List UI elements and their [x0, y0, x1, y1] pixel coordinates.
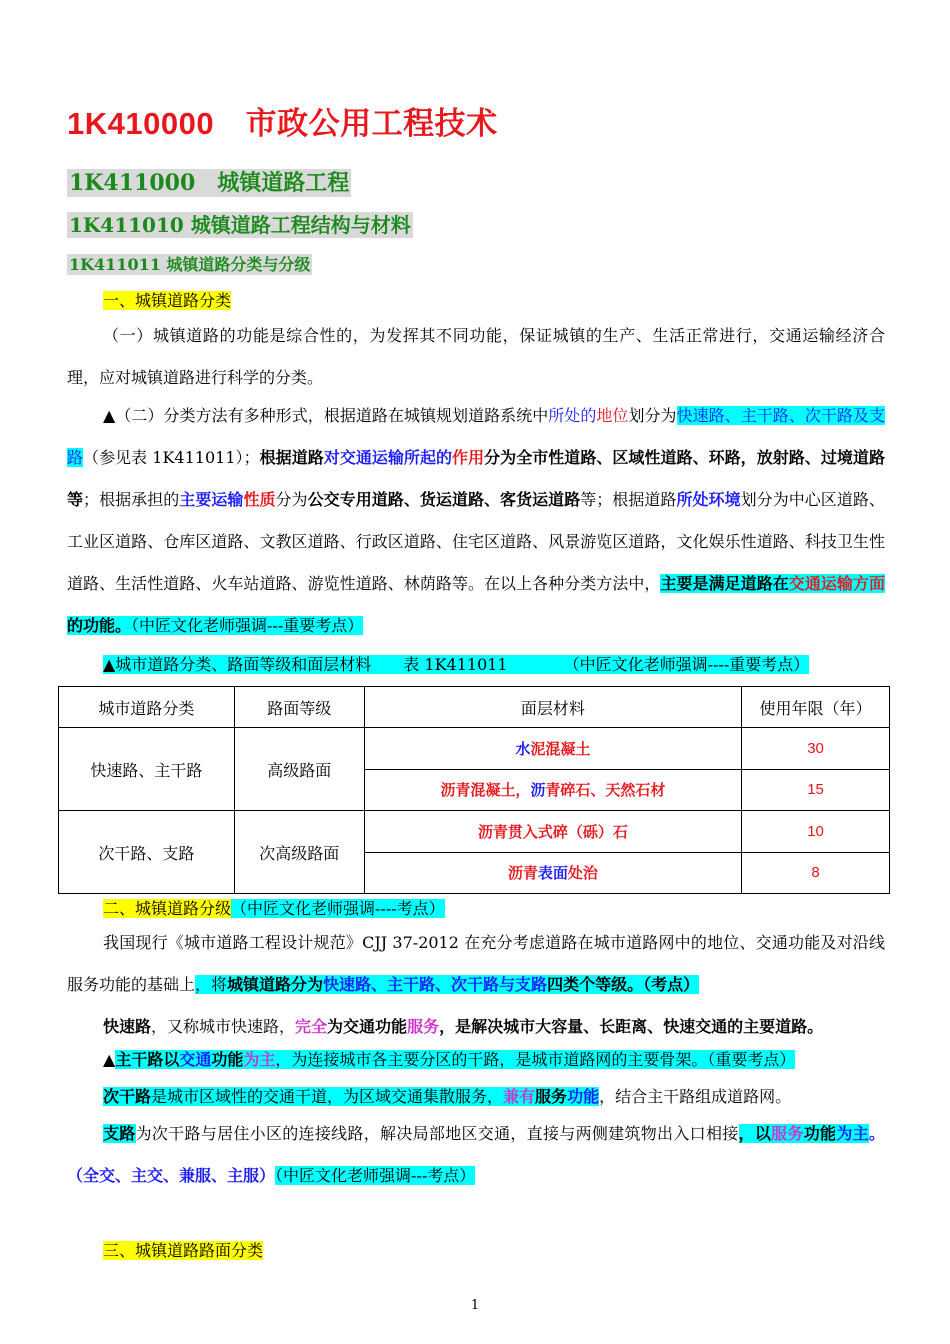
material-part: 表面 — [537, 865, 568, 883]
p2-l: 主要运输 — [179, 490, 244, 509]
material-part: 处治 — [567, 865, 598, 883]
p3-b: ，将 — [195, 975, 228, 994]
p2-e: 快速路、主干路、次干路及支路 — [67, 406, 885, 467]
material-part: 泥混凝土 — [530, 740, 591, 758]
p2-j: 分为全市性道路、区域性道路、环路，放射路、过境道路等 — [67, 448, 885, 509]
table-header-cell: 面层材料 — [364, 687, 742, 728]
p7-h: （中匠文化老师强调---考点） — [275, 1166, 476, 1185]
p5-d: 交通 — [179, 1050, 212, 1069]
section-title-2-text: 二、城镇道路分级 — [103, 899, 232, 918]
section-title-1 — [103, 288, 883, 311]
subsection-heading — [67, 252, 885, 275]
table-header-cell: 路面等级 — [234, 687, 364, 728]
p5-a: ▲ — [103, 1050, 116, 1069]
p5-g: ，为连接城市各主要分区的干路，是城市道路网的主要骨架。（重要考点） — [275, 1050, 796, 1069]
page-number: 1 — [470, 1298, 480, 1313]
p2-n: 分为 — [275, 490, 308, 509]
table-row — [59, 811, 890, 853]
p6-c: 兼有 — [503, 1087, 536, 1106]
table-caption-text: ▲城市道路分类、路面等级和面层材料 表 1K411011 （中匠文化老师强调----重要考点） — [103, 655, 810, 674]
p2-k: ；根据承担的 — [83, 490, 180, 509]
surface-material-cell — [364, 769, 742, 811]
p2-a: ▲（二）分类方法有多种形式，根据道路在城镇规划道路系统中 — [103, 406, 549, 425]
p2-i: 作用 — [452, 448, 485, 467]
p2-s: 主要是满足道路在 — [660, 574, 789, 593]
table-caption — [103, 652, 885, 675]
pavement-grade-cell: 次高级路面 — [234, 811, 364, 894]
paragraph-1: （一）城镇道路的功能是综合性的，为发挥其不同功能，保证城镇的生产、生活正常进行，交通运输经济合理，应对城镇道路进行科学的分类。 — [67, 326, 885, 387]
paragraph-2 — [67, 395, 885, 647]
subsection-heading-text: 1K411011 城镇道路分类与分级 — [69, 255, 311, 274]
road-category-cell: 次干路、支路 — [59, 811, 235, 894]
p2-m: 性质 — [243, 490, 276, 509]
surface-material-cell — [364, 852, 742, 894]
p7-c: ，以 — [738, 1124, 772, 1143]
p2-c: 地位 — [596, 406, 629, 425]
pavement-table — [58, 686, 890, 894]
section-title-3 — [103, 1238, 883, 1261]
section-title-2-note: （中匠文化老师强调----考点） — [231, 899, 445, 918]
p4-a: 快速路 — [103, 1017, 152, 1036]
p7-f: 为主 — [836, 1124, 869, 1143]
p6-b: 是城市区域性的交通干道，为区域交通集散服务， — [151, 1087, 504, 1106]
surface-material-cell — [364, 811, 742, 853]
material-part: 沥 — [530, 782, 546, 800]
material-part: 沥青混凝土， — [440, 782, 531, 800]
material-part: 沥青 — [507, 865, 538, 883]
p2-h: 对交通运输所起的 — [323, 448, 453, 467]
p5-e: 功能 — [211, 1050, 244, 1069]
section-title-1-text: 一、城镇道路分类 — [103, 291, 232, 310]
table-header-cell: 使用年限（年） — [742, 687, 890, 728]
p2-o: 公交专用道路、货运道路、客货运道路 — [307, 490, 581, 509]
page-title: 1K410000 市政公用工程技术 — [67, 106, 498, 141]
p4-d: 为交通功能 — [327, 1017, 408, 1036]
service-life-cell: 10 — [742, 811, 890, 853]
paragraph-6 — [67, 1076, 885, 1118]
section-title-3-text: 三、城镇道路路面分类 — [103, 1241, 264, 1260]
chapter-heading — [67, 166, 885, 197]
p2-f: （参见表 1K411011）； — [83, 448, 260, 467]
p2-d: 划分为 — [628, 406, 677, 425]
p7-g: 。（全交、主交、兼服、主服） — [67, 1124, 885, 1185]
p4-c: 完全 — [295, 1017, 328, 1036]
p5-c: 以 — [163, 1050, 180, 1069]
section-title-2 — [103, 896, 883, 919]
p3-d: 快速路、主干路、次干路与支路 — [323, 975, 548, 994]
road-category-cell: 快速路、主干路 — [59, 728, 235, 811]
table-header-cell: 城市道路分类 — [59, 687, 235, 728]
paragraph-5 — [67, 1039, 885, 1081]
material-part: 水 — [515, 740, 531, 758]
surface-material-cell — [364, 728, 742, 770]
p5-f: 为主 — [243, 1050, 276, 1069]
p7-a: 支路 — [103, 1124, 136, 1143]
p2-p: 等；根据道路 — [580, 490, 677, 509]
section-heading-text: 1K411010 城镇道路工程结构与材料 — [69, 213, 411, 237]
p3-f: （考点） — [643, 975, 700, 994]
p3-e: 四类个等级。 — [547, 975, 644, 994]
material-part: 沥青贯入式碎（砾）石 — [477, 823, 628, 841]
table-header-row — [59, 687, 890, 728]
p2-t: 交通运输方面 — [788, 574, 885, 593]
p2-r: 划分为中心区道路、工业区道路、仓库区道路、文教区道路、行政区道路、住宅区道路、风景游览区道路，文化娱乐性道路、科技卫生性道路、生活性道路、火车站道路、游览性道路、林荫路等。在以上各种分类方法中， — [67, 490, 885, 593]
p6-d: 服务 — [535, 1087, 568, 1106]
p4-f: ，是解决城市大容量、长距离、快速交通的主要道路。 — [439, 1017, 824, 1036]
section-heading — [67, 209, 885, 238]
p7-d: 服务 — [771, 1124, 804, 1143]
p3-a: 我国现行《城市道路工程设计规范》CJJ 37-2012 在充分考虑道路在城市道路网中的地位、交通功能及对沿线服务功能的基础上 — [67, 933, 885, 994]
pavement-grade-cell: 高级路面 — [234, 728, 364, 811]
table-row — [59, 728, 890, 770]
p2-v: （中匠文化老师强调---重要考点） — [131, 616, 364, 635]
service-life-cell: 30 — [742, 728, 890, 770]
p3-c: 城镇道路分为 — [227, 975, 324, 994]
paragraph-3 — [67, 922, 885, 1006]
p5-b: 主干路 — [115, 1050, 164, 1069]
p6-e: 功能 — [567, 1087, 600, 1106]
p4-e: 服务 — [407, 1017, 440, 1036]
p6-f: ，结合主干路组成道路网。 — [599, 1087, 792, 1106]
p7-b: 为次干路与居住小区的连接线路，解决局部地区交通，直接与两侧建筑物出入口相接 — [135, 1124, 739, 1143]
p4-b: ，又称城市快速路， — [151, 1017, 296, 1036]
paragraph-7 — [67, 1113, 885, 1197]
p2-g: 根据道路 — [259, 448, 324, 467]
chapter-heading-text: 1K411000 城镇道路工程 — [69, 170, 350, 196]
p7-e: 功能 — [803, 1124, 837, 1143]
p2-b: 所处的 — [548, 406, 597, 425]
p2-q: 所处环境 — [676, 490, 741, 509]
p2-u: 的功能。 — [67, 616, 132, 635]
service-life-cell: 8 — [742, 852, 890, 894]
service-life-cell: 15 — [742, 769, 890, 811]
material-part: 青碎石、天然石材 — [545, 782, 666, 800]
p6-a: 次干路 — [103, 1087, 152, 1106]
